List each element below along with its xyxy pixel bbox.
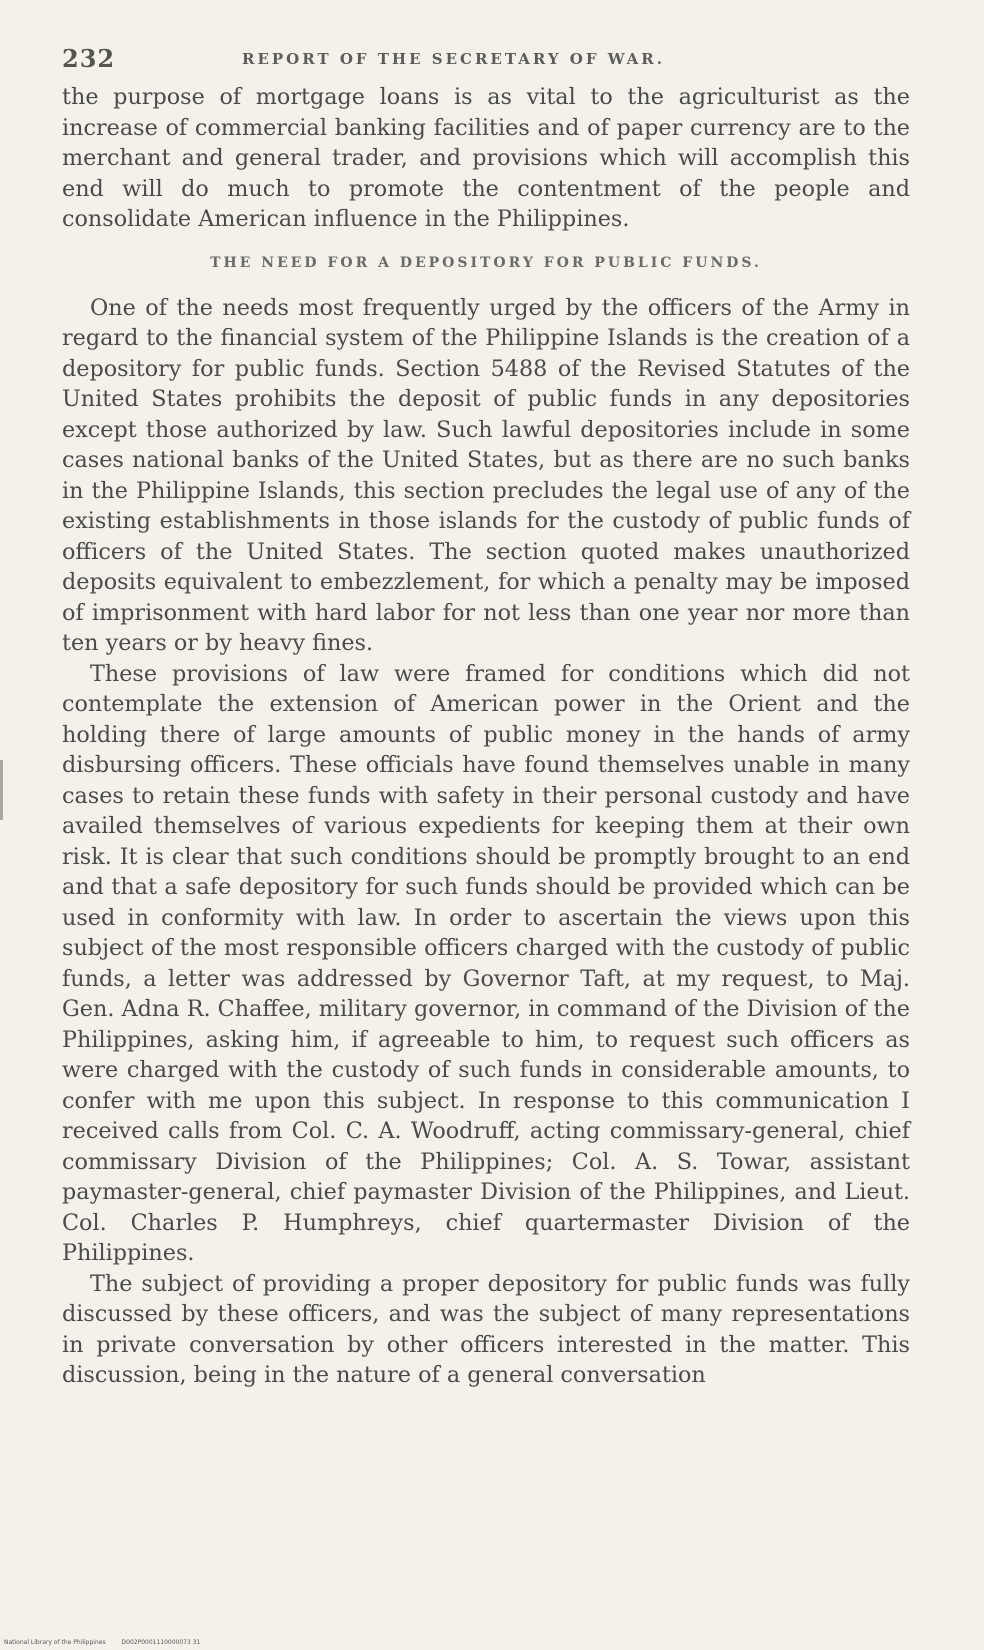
running-head [62,44,910,74]
scan-edge-mark [0,760,3,820]
paragraph-depository-need: One of the needs most frequently urged by the officers of the Army in regard to the financial system of the Philippine Islands is the creation of a depository for public funds. Section 5488 of the Revised Statutes of the United States prohibits the deposit of public funds in any depositories except those authorized by law. Such lawful depositories include in some cases national banks of the United States, but as there are no such banks in the Philippine Islands, this section precludes the legal use of any of the existing establishments in those islands for the custody of public funds of officers of the United States. The section quoted makes unauthorized deposits equivalent to embezzlement, for which a penalty may be imposed of imprisonment with hard labor for not less than one year nor more than ten years or by heavy fines. [62,294,910,656]
document-page [62,44,910,1391]
footer-code: D002P0001110000073 31 [121,1639,201,1646]
scan-footer [4,1639,214,1646]
paragraph-continued: the purpose of mortgage loans is as vital to the agriculturist as the increase of commercial banking facilities and of paper currency are to the merchant and general trader, and provisions which will accomplish this end will do much to promote the contentment of the people and consolidate American influence in the Philippines. [62,84,910,232]
footer-library: National Library of the Philippines [4,1639,106,1646]
running-title: REPORT OF THE SECRETARY OF WAR. [242,50,665,68]
paragraph-provisions-of-law: These provisions of law were framed for conditions which did not contemplate the extension of American power in the Orient and the holding there of large amounts of public money in the hands of army disbursing officers. These officials have found themselves unable in many cases to retain these funds with safety in their personal custody and have availed themselves of various expedients for keeping them at their own risk. It is clear that such conditions should be promptly brought to an end and that a safe depository for such funds should be provided which can be used in conformity with law. In order to ascertain the views upon this subject of the most responsible officers charged with the custody of public funds, a letter was addressed by Governor Taft, at my request, to Maj. Gen. Adna R. Chaffee, military governor, in command of the Division of the Philippines, asking him, if agreeable to him, to request such officers as were charged with the custody of such funds in considerable amounts, to confer with me upon this subject. In response to this communication I received calls from Col. C. A. Woodruff, acting commissary-general, chief commissary Division of the Philippines; Col. A. S. Towar, assistant paymaster-general, chief paymaster Division of the Philippines, and Lieut. Col. Charles P. Humphreys, chief quartermaster Division of the Philippines. [62,660,910,1266]
paragraph-discussion: The subject of providing a proper depository for public funds was fully discussed by these officers, and was the subject of many representations in private conversation by other officers interested in the matter. This discussion, being in the nature of a general conversation [62,1270,910,1388]
page-number: 232 [62,44,116,73]
section-heading: THE NEED FOR A DEPOSITORY FOR PUBLIC FUNDS. [210,254,762,271]
